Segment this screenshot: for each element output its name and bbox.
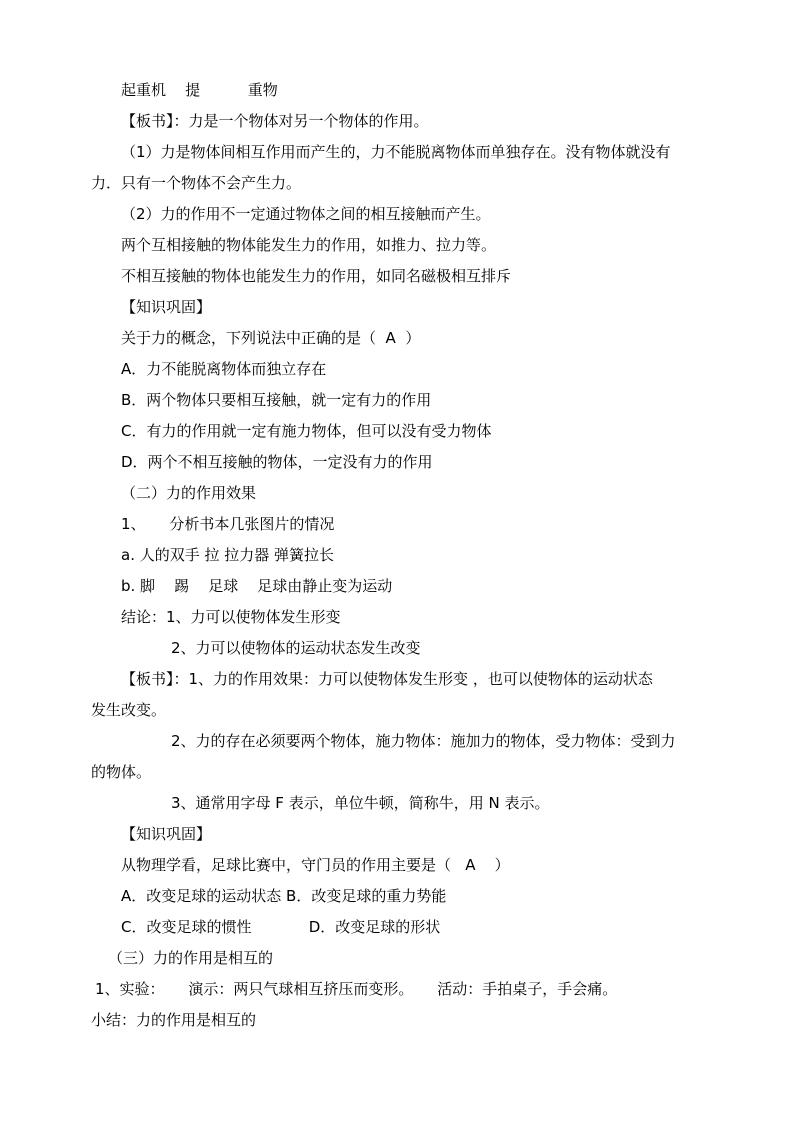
blackboard-note: 【板书】：力是一个物体对另一个物体的作用。 bbox=[121, 112, 429, 130]
text-line: 起重机 提 重物 bbox=[121, 81, 278, 99]
text-line: a. 人的双手 拉 拉力器 弹簧拉长 bbox=[121, 546, 335, 564]
option-d: D．两个不相互接触的物体，一定没有力的作用 bbox=[121, 453, 433, 471]
summary-line: 小结：力的作用是相互的 bbox=[91, 1011, 257, 1029]
text-line: 3、通常用字母 F 表示，单位牛顿，简称牛，用 N 表示。 bbox=[171, 794, 550, 812]
text-line: （2）力的作用不一定通过物体之间的相互接触而产生。 bbox=[121, 205, 491, 223]
text-line: 发生改变。 bbox=[91, 701, 167, 719]
text-line: 的物体。 bbox=[91, 763, 152, 781]
text-line: b. 脚 踢 足球 足球由静止变为运动 bbox=[121, 577, 393, 595]
text-line: 1、实验： 演示：两只气球相互挤压而变形。 活动：手拍桌子，手会痛。 bbox=[95, 980, 618, 998]
text-line: 力．只有一个物体不会产生力。 bbox=[91, 174, 302, 192]
question-text: 关于力的概念，下列说法中正确的是（ A ） bbox=[121, 329, 421, 347]
option-row: A．改变足球的运动状态 B．改变足球的重力势能 bbox=[121, 887, 447, 905]
text-line: （1）力是物体间相互作用而产生的，力不能脱离物体而单独存在。没有物体就没有 bbox=[121, 143, 671, 161]
section-heading: 【知识巩固】 bbox=[121, 298, 212, 316]
conclusion-line: 2、力可以使物体的运动状态发生改变 bbox=[171, 639, 421, 657]
option-c: C．有力的作用就一定有施力物体，但可以没有受力物体 bbox=[121, 422, 492, 440]
text-line: 不相互接触的物体也能发生力的作用，如同名磁极相互排斥 bbox=[121, 267, 512, 285]
text-line: 1、 分析书本几张图片的情况 bbox=[121, 515, 335, 533]
section-heading: （二）力的作用效果 bbox=[121, 484, 257, 502]
text-line: 2、力的存在必须要两个物体，施力物体：施加力的物体，受力物体：受到力 bbox=[171, 732, 676, 750]
option-a: A．力不能脱离物体而独立存在 bbox=[121, 360, 327, 378]
question-text: 从物理学看，足球比赛中，守门员的作用主要是（ A ） bbox=[121, 856, 510, 874]
option-row: C．改变足球的惯性 D．改变足球的形状 bbox=[121, 918, 441, 936]
conclusion-line: 结论：1、力可以使物体发生形变 bbox=[121, 608, 341, 626]
section-heading: （三）力的作用是相互的 bbox=[108, 949, 274, 967]
blackboard-note: 【板书】：1、力的作用效果：力可以使物体发生形变 ，也可以使物体的运动状态 bbox=[121, 670, 653, 688]
option-b: B．两个物体只要相互接触，就一定有力的作用 bbox=[121, 391, 432, 409]
text-line: 两个互相接触的物体能发生力的作用，如推力、拉力等。 bbox=[121, 236, 497, 254]
section-heading: 【知识巩固】 bbox=[121, 825, 212, 843]
